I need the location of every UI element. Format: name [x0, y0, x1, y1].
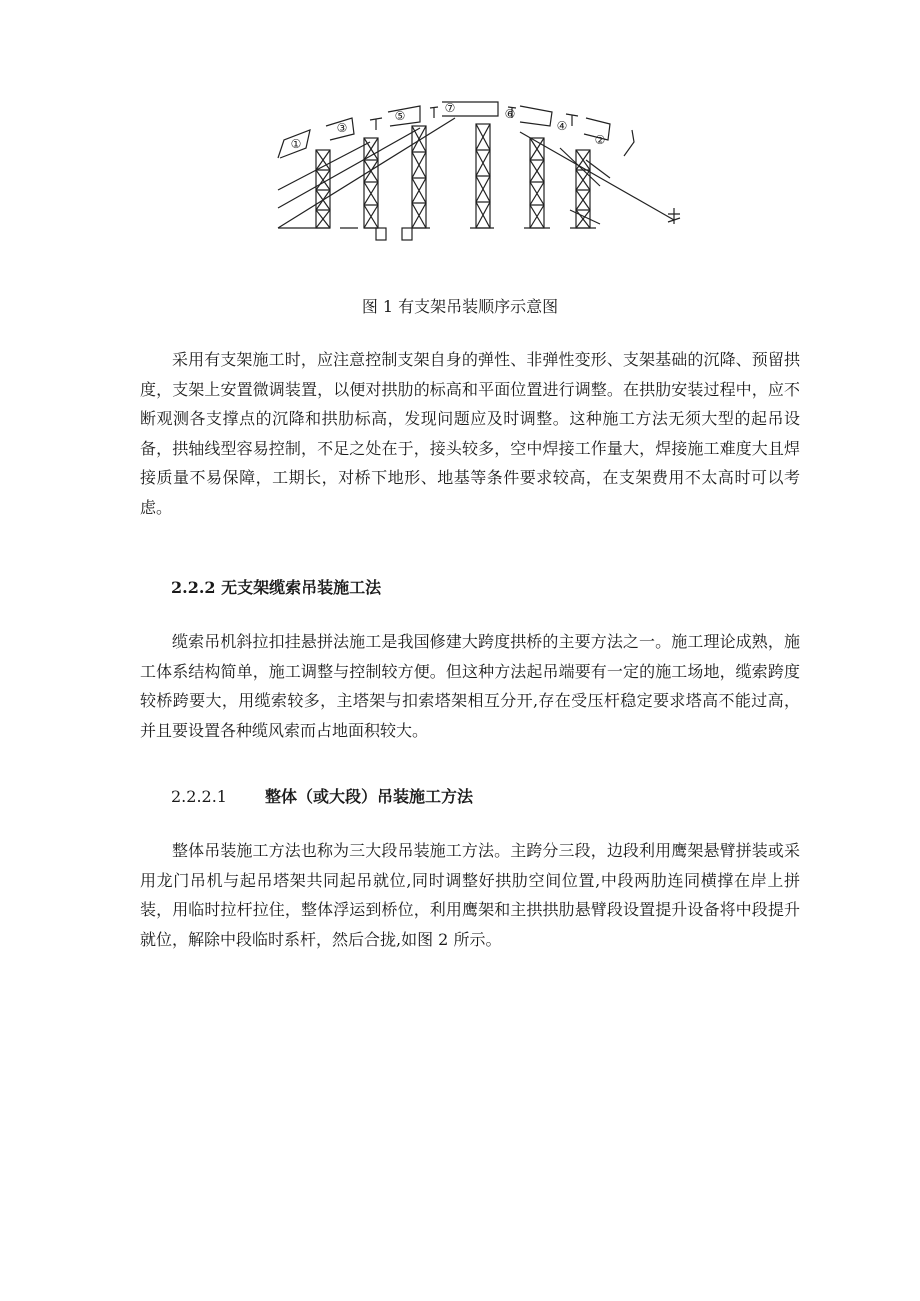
subsection-heading: [171, 784, 473, 807]
segment-label: ⑥: [504, 107, 516, 121]
subsection-number: 2.2.2.1: [171, 787, 227, 806]
figure-caption: 图 1 有支架吊装顺序示意图: [361, 297, 559, 316]
section-heading: 2.2.2 无支架缆索吊装施工法: [171, 578, 382, 597]
tower-4: [476, 124, 490, 228]
segment-label: ①: [290, 137, 302, 151]
arch-diagram-svg: [270, 90, 700, 250]
arch-lifting-diagram: [270, 90, 700, 250]
body-paragraph: 整体吊装施工方法也称为三大段吊装施工方法。主跨分三段，边段利用鹰架悬臂拼装或采用龙门吊机与起吊塔架共同起吊就位,同时调整好拱肋空间位置,中段两肋连同横撑在岸上拼装，用临时拉杆拉住，整体浮运到桥位，利用鹰架和主拱拱肋悬臂段设置提升设备将中段提升就位，解除中段临时系杆，然后合拢,如图 2 所示。: [140, 841, 800, 949]
tower-1: [316, 150, 330, 228]
subsection-title: 整体（或大段）吊装施工方法: [264, 787, 473, 806]
arch-segment-6: [520, 106, 552, 126]
segment-label: ⑤: [394, 109, 406, 123]
segment-label: ③: [336, 121, 348, 135]
segment-label: ⑦: [444, 101, 456, 115]
tower-5: [530, 138, 544, 228]
body-paragraph: 缆索吊机斜拉扣挂悬拼法施工是我国修建大跨度拱桥的主要方法之一。施工理论成熟，施工体系结构简单，施工调整与控制较方便。但这种方法起吊端要有一定的施工场地，缆索跨度较桥跨要大，用缆索较多，主塔架与扣索塔架相互分开,存在受压杆稳定要求塔高不能过高，并且要设置各种缆风索而占地面积较大。: [140, 632, 800, 740]
body-paragraph: 采用有支架施工时，应注意控制支架自身的弹性、非弹性变形、支架基础的沉降、预留拱度，支架上安置微调装置，以便对拱肋的标高和平面位置进行调整。在拱肋安装过程中，应不断观测各支撑点的沉降和拱肋标高，发现问题应及时调整。这种施工方法无须大型的起吊设备，拱轴线型容易控制，不足之处在于，接头较多，空中焊接工作量大，焊接施工难度大且焊接质量不易保障，工期长，对桥下地形、地基等条件要求较高，在支架费用不太高时可以考虑。: [140, 350, 800, 517]
arch-segment-2: [624, 130, 634, 156]
segment-label: ②: [594, 133, 606, 147]
segment-label: ④: [556, 119, 568, 133]
